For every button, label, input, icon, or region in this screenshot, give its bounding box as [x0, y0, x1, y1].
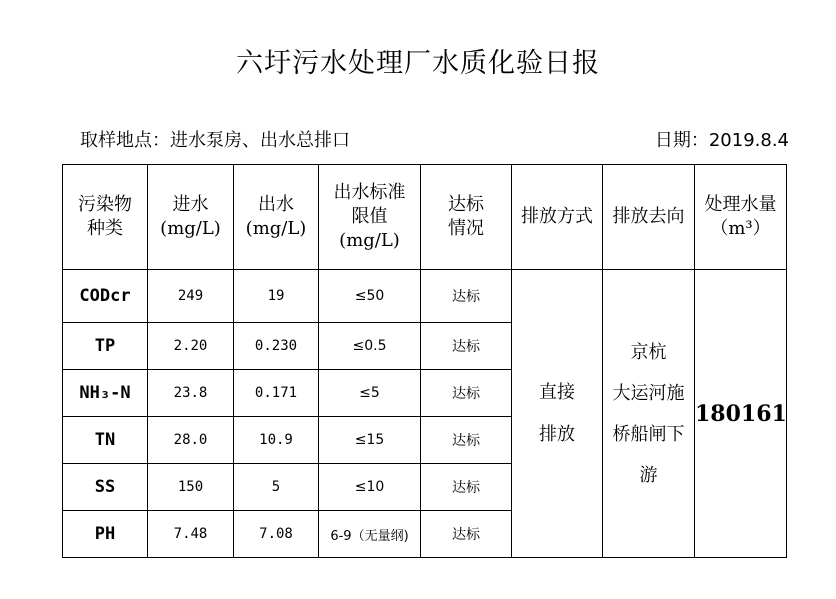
header-outflow [234, 165, 319, 270]
limit-cell: ≤5 [319, 370, 421, 417]
inflow-cell: 23.8 [148, 370, 234, 417]
discharge-method-cell [512, 270, 603, 558]
destination-line1: 京杭 [630, 341, 667, 363]
status-cell: 达标 [421, 417, 512, 464]
header-pollutant [63, 165, 148, 270]
pollutant-cell: TN [63, 417, 148, 464]
pollutant-cell: PH [63, 511, 148, 558]
outflow-cell: 0.171 [234, 370, 319, 417]
header-limit-line1: 出水标准 [333, 182, 406, 203]
header-inflow-line1: 进水 [172, 194, 209, 215]
header-limit [319, 165, 421, 270]
status-cell: 达标 [421, 370, 512, 417]
limit-cell: ≤10 [319, 464, 421, 511]
discharge-method-line1: 直接 [539, 381, 575, 403]
discharge-method-line2: 排放 [539, 423, 575, 445]
pollutant-cell: TP [63, 323, 148, 370]
outflow-cell: 0.230 [234, 323, 319, 370]
outflow-cell: 7.08 [234, 511, 319, 558]
destination-line2: 大运河施 [612, 382, 685, 404]
header-volume-line1: 处理水量 [704, 194, 777, 215]
header-outflow-line2: (mg/L) [245, 218, 307, 239]
header-pollutant-line2: 种类 [87, 218, 123, 239]
inflow-cell: 7.48 [148, 511, 234, 558]
outflow-cell: 19 [234, 270, 319, 323]
discharge-destination-cell [603, 270, 695, 558]
inflow-cell: 2.20 [148, 323, 234, 370]
header-volume-line2: （m³） [710, 218, 771, 239]
destination-line4: 游 [639, 464, 658, 486]
destination-line3: 桥船闸下 [612, 423, 685, 445]
header-volume [695, 165, 787, 270]
outflow-cell: 5 [234, 464, 319, 511]
header-destination: 排放去向 [603, 165, 695, 270]
table-row [63, 270, 787, 323]
header-status [421, 165, 512, 270]
header-inflow [148, 165, 234, 270]
header-method: 排放方式 [512, 165, 603, 270]
header-status-line2: 情况 [448, 218, 484, 239]
header-status-line1: 达标 [448, 194, 484, 215]
status-cell: 达标 [421, 464, 512, 511]
status-cell: 达标 [421, 270, 512, 323]
status-cell: 达标 [421, 323, 512, 370]
header-limit-line3: (mg/L) [339, 230, 400, 251]
sampling-location: 取样地点：进水泵房、出水总排口 [80, 130, 350, 151]
limit-cell: ≤50 [319, 270, 421, 323]
status-cell: 达标 [421, 511, 512, 558]
pollutant-cell: CODcr [63, 270, 148, 323]
header-row [63, 165, 787, 270]
treated-volume-cell: 180161 [695, 270, 787, 558]
report-date: 日期：2019.8.4 [654, 130, 789, 151]
outflow-cell: 10.9 [234, 417, 319, 464]
header-limit-line2: 限值 [351, 206, 388, 227]
limit-cell: ≤15 [319, 417, 421, 464]
water-quality-table [62, 164, 787, 558]
inflow-cell: 150 [148, 464, 234, 511]
header-inflow-line2: (mg/L) [160, 218, 221, 239]
inflow-cell: 249 [148, 270, 234, 323]
report-title: 六圩污水处理厂水质化验日报 [236, 48, 600, 79]
pollutant-cell: NH₃-N [63, 370, 148, 417]
header-pollutant-line1: 污染物 [78, 194, 132, 215]
limit-cell: ≤0.5 [319, 323, 421, 370]
inflow-cell: 28.0 [148, 417, 234, 464]
limit-cell: 6-9（无量纲) [319, 511, 421, 558]
pollutant-cell: SS [63, 464, 148, 511]
header-outflow-line1: 出水 [258, 194, 294, 215]
